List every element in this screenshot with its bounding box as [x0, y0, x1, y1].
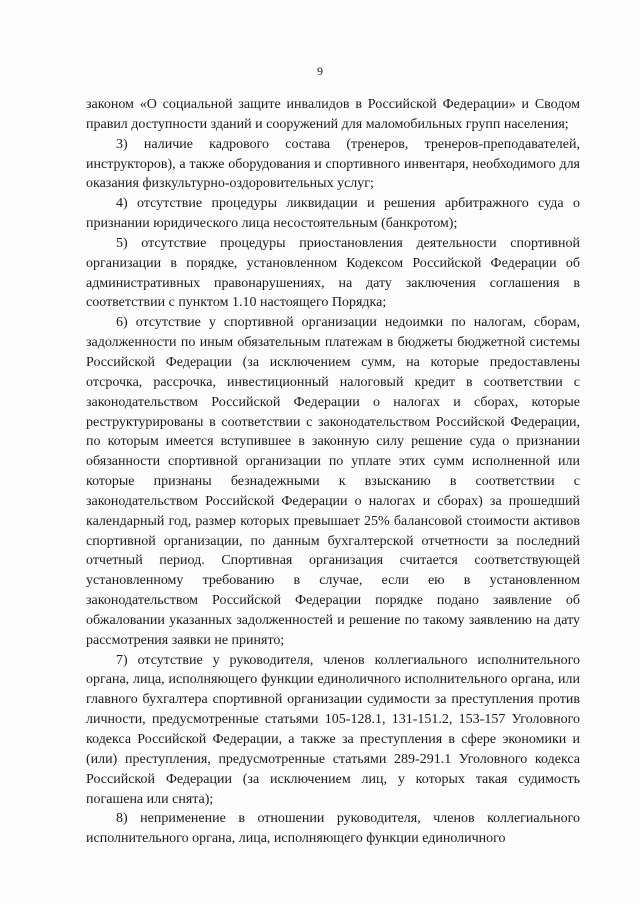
document-body [86, 95, 580, 849]
paragraph-item-3: 3) наличие кадрового состава (тренеров, тренеров-преподавателей, инструкторов), а также оборудования и спортивного инвентаря, необходимого для оказания физкультурно-оздоровительных услуг; [86, 136, 580, 192]
paragraph-item-6: 6) отсутствие у спортивной организации недоимки по налогам, сборам, задолженности по иным обязательным платежам в бюджеты бюджетной системы Российской Федерации (за исключением сумм, на которые предоставлены отсрочка, рассрочка, инвестиционный налоговый кредит в соответствии с законодательством Российской Федерации о налогах и сборах, которые реструктурированы в соответствии с законодательством Российской Федерации, по которым имеется вступившее в законную силу решение суда о признании обязанности спортивной организации по уплате этих сумм исполненной или которые признаны безнадежными к взысканию в соответствии с законодательством Российской Федерации о налогах и сборах) за прошедший календарный год, размер которых превышает 25% балансовой стоимости активов спортивной организации, по данным бухгалтерской отчетности за последний отчетный период. Спортивная организация считается соответствующей установленному требованию в случае, если ею в установленном законодательством Российской Федерации порядке подано заявление об обжаловании указанных задолженностей и решение по такому заявлению на дату рассмотрения заявки не принято; [86, 315, 580, 648]
paragraph-item-7: 7) отсутствие у руководителя, членов коллегиального исполнительного органа, лица, исполняющего функции единоличного исполнительного органа, или главного бухгалтера спортивной организации судимости за преступления против личности, предусмотренные статьями 105-128.1, 131-151.2, 153-157 Уголовного кодекса Российской Федерации, а также за преступления в сфере экономики и (или) преступления, предусмотренные статьями 289-291.1 Уголовного кодекса Российской Федерации (за исключением лиц, у которых такая судимость погашена или снята); [86, 652, 580, 807]
paragraph-continuation: законом «О социальной защите инвалидов в Российской Федерации» и Сводом правил доступности зданий и сооружений для маломобильных групп населения; [86, 97, 580, 132]
paragraph-item-8: 8) неприменение в отношении руководителя, членов коллегиального исполнительного органа, лица, исполняющего функции единоличного [86, 811, 580, 847]
paragraph-item-4: 4) отсутствие процедуры ликвидации и решения арбитражного суда о признании юридического лица несостоятельным (банкротом); [86, 196, 580, 232]
page-number: 9 [317, 64, 323, 78]
paragraph-item-5: 5) отсутствие процедуры приостановления деятельности спортивной организации в порядке, установленном Кодексом Российской Федерации об административных правонарушениях, на дату заключения соглашения в соответствии с пунктом 1.10 настоящего Порядка; [86, 235, 580, 311]
